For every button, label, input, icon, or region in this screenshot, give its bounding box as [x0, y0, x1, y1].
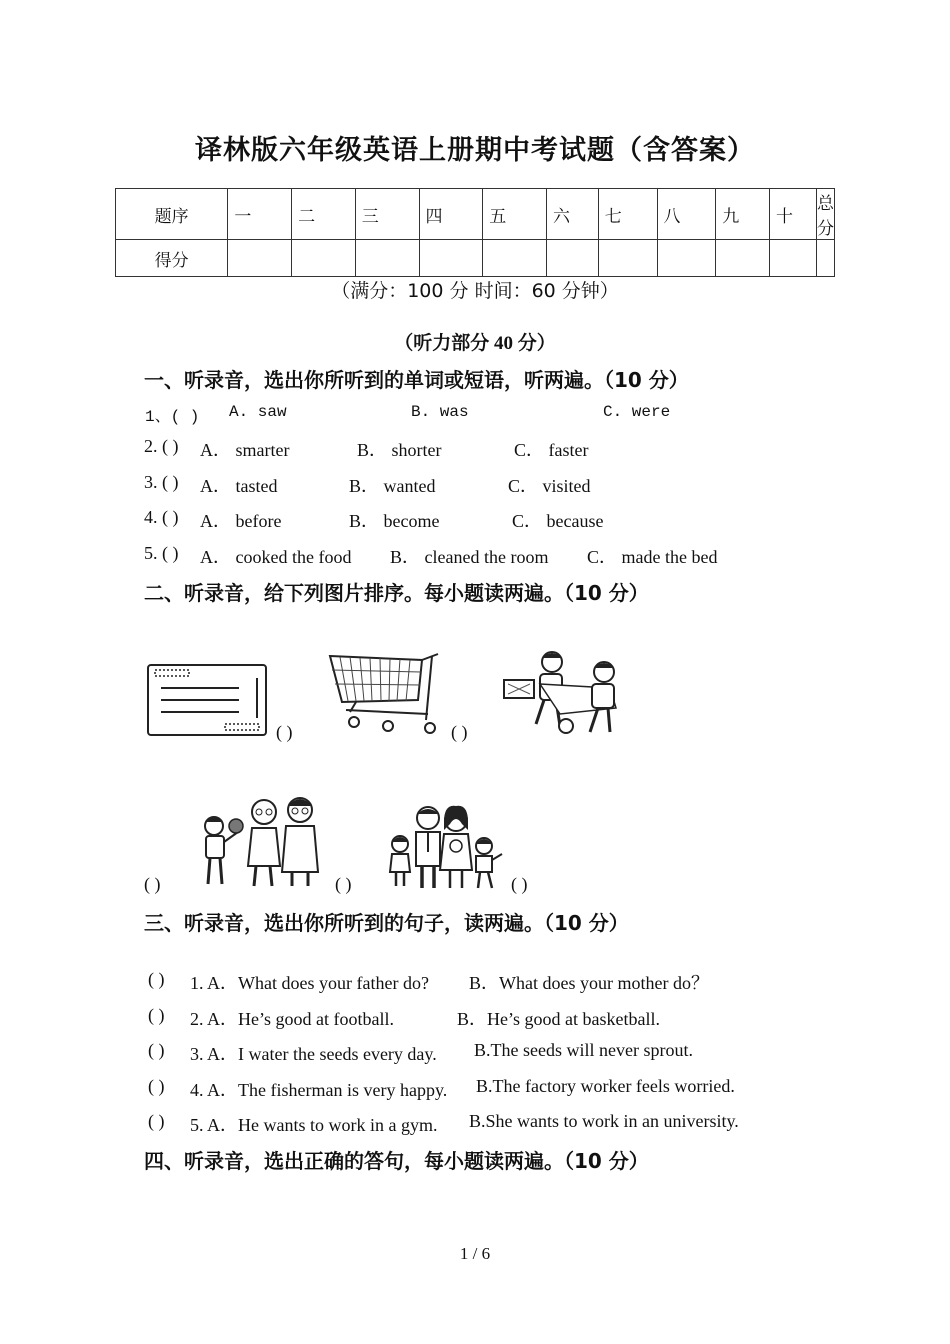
option-c[interactable]: C． made the bed [587, 547, 718, 567]
option-b[interactable]: B． become [349, 511, 440, 531]
score-input-cell[interactable] [355, 240, 419, 277]
page-title: 译林版六年级英语上册期中考试题（含答案） [195, 135, 755, 166]
option-a[interactable]: 2. A．He’s good at football. [190, 1009, 394, 1029]
score-input-cell[interactable] [292, 240, 356, 277]
answer-bracket[interactable]: ( ) [144, 874, 161, 894]
answer-bracket[interactable]: ( ) [148, 1111, 165, 1131]
score-table [115, 188, 835, 277]
answer-bracket[interactable]: ( ) [335, 874, 352, 894]
option-b[interactable]: B. was [411, 403, 469, 421]
score-table-header-cell: 二 [292, 189, 356, 240]
score-table-header-cell: 三 [355, 189, 419, 240]
option-a[interactable]: A． before [200, 511, 282, 531]
score-input-cell[interactable] [817, 240, 835, 277]
page-number: 1 / 6 [459, 1244, 491, 1263]
score-table-header-cell: 六 [546, 189, 598, 240]
score-table-header-cell: 一 [228, 189, 292, 240]
option-a[interactable]: 1. A．What does your father do? [190, 973, 429, 993]
answer-bracket[interactable]: ( ) [511, 874, 528, 894]
score-input-cell[interactable] [483, 240, 547, 277]
exam-info: （满分：100 分 时间：60 分钟） [331, 280, 619, 302]
score-table-header-cell: 总分 [817, 189, 835, 240]
option-a[interactable]: 5. A．He wants to work in a gym. [190, 1115, 438, 1135]
option-b[interactable]: B.The seeds will never sprout. [474, 1040, 693, 1060]
option-c[interactable]: C． visited [508, 476, 591, 496]
section1-heading: 一、听录音，选出你所听到的单词或短语，听两遍。（10 分） [144, 368, 689, 392]
answer-bracket[interactable]: ( ) [148, 1040, 165, 1060]
option-a[interactable]: A. saw [229, 403, 287, 421]
score-table-header-cell: 九 [716, 189, 770, 240]
answer-bracket[interactable]: ( ) [148, 969, 165, 989]
score-input-cell[interactable] [770, 240, 817, 277]
answer-bracket[interactable]: ( ) [148, 1076, 165, 1096]
score-table-header-row [116, 189, 835, 240]
question-number[interactable]: 4. ( ) [144, 507, 179, 527]
score-input-cell[interactable] [419, 240, 483, 277]
listening-part-label: （听力部分 40 分） [394, 333, 556, 354]
boys-playing-picture [500, 648, 622, 738]
option-b[interactable]: B.She wants to work in an university. [469, 1111, 739, 1131]
option-b[interactable]: B.The factory worker feels worried. [476, 1076, 735, 1096]
answer-bracket[interactable]: ( ) [451, 722, 468, 742]
answer-bracket[interactable]: ( ) [276, 722, 293, 742]
option-b[interactable]: B．What does your mother do？ [469, 973, 709, 993]
option-c[interactable]: C． because [512, 511, 604, 531]
answer-bracket[interactable]: ( ) [148, 1005, 165, 1025]
score-table-header-cell: 十 [770, 189, 817, 240]
option-c[interactable]: C． faster [514, 440, 589, 460]
option-a[interactable]: 4. A．The fisherman is very happy. [190, 1080, 448, 1100]
section2-heading: 二、听录音，给下列图片排序。每小题读两遍。（10 分） [144, 581, 649, 605]
question-number[interactable]: 2. ( ) [144, 436, 179, 456]
option-b[interactable]: B．He’s good at basketball. [457, 1009, 660, 1029]
option-b[interactable]: B． shorter [357, 440, 442, 460]
score-table-header-cell: 八 [657, 189, 716, 240]
option-a[interactable]: A． cooked the food [200, 547, 352, 567]
score-input-cell[interactable] [228, 240, 292, 277]
score-input-cell[interactable] [598, 240, 657, 277]
section3-heading: 三、听录音，选出你所听到的句子，读两遍。（10 分） [144, 911, 629, 935]
boy-with-grandparents-picture [196, 796, 326, 890]
score-input-cell[interactable] [657, 240, 716, 277]
option-a[interactable]: 3. A．I water the seeds every day. [190, 1044, 437, 1064]
option-a[interactable]: A． smarter [200, 440, 290, 460]
score-table-score-row [116, 240, 835, 277]
score-input-cell[interactable] [716, 240, 770, 277]
shopping-cart-picture [326, 650, 442, 736]
postcard-picture [147, 664, 267, 736]
score-table-header-cell: 七 [598, 189, 657, 240]
option-c[interactable]: C. were [603, 403, 671, 421]
score-input-cell[interactable] [546, 240, 598, 277]
option-b[interactable]: B． wanted [349, 476, 436, 496]
option-b[interactable]: B． cleaned the room [390, 547, 549, 567]
score-table-header-cell: 五 [483, 189, 547, 240]
section4-heading: 四、听录音，选出正确的答句，每小题读两遍。（10 分） [144, 1149, 649, 1173]
family-picture [384, 804, 506, 892]
option-a[interactable]: A． tasted [200, 476, 278, 496]
question-number[interactable]: 1、( ) [145, 408, 200, 426]
score-row-label: 得分 [116, 240, 228, 277]
question-number[interactable]: 3. ( ) [144, 472, 179, 492]
score-table-header-cell: 题序 [116, 189, 228, 240]
score-table-header-cell: 四 [419, 189, 483, 240]
question-number[interactable]: 5. ( ) [144, 543, 179, 563]
